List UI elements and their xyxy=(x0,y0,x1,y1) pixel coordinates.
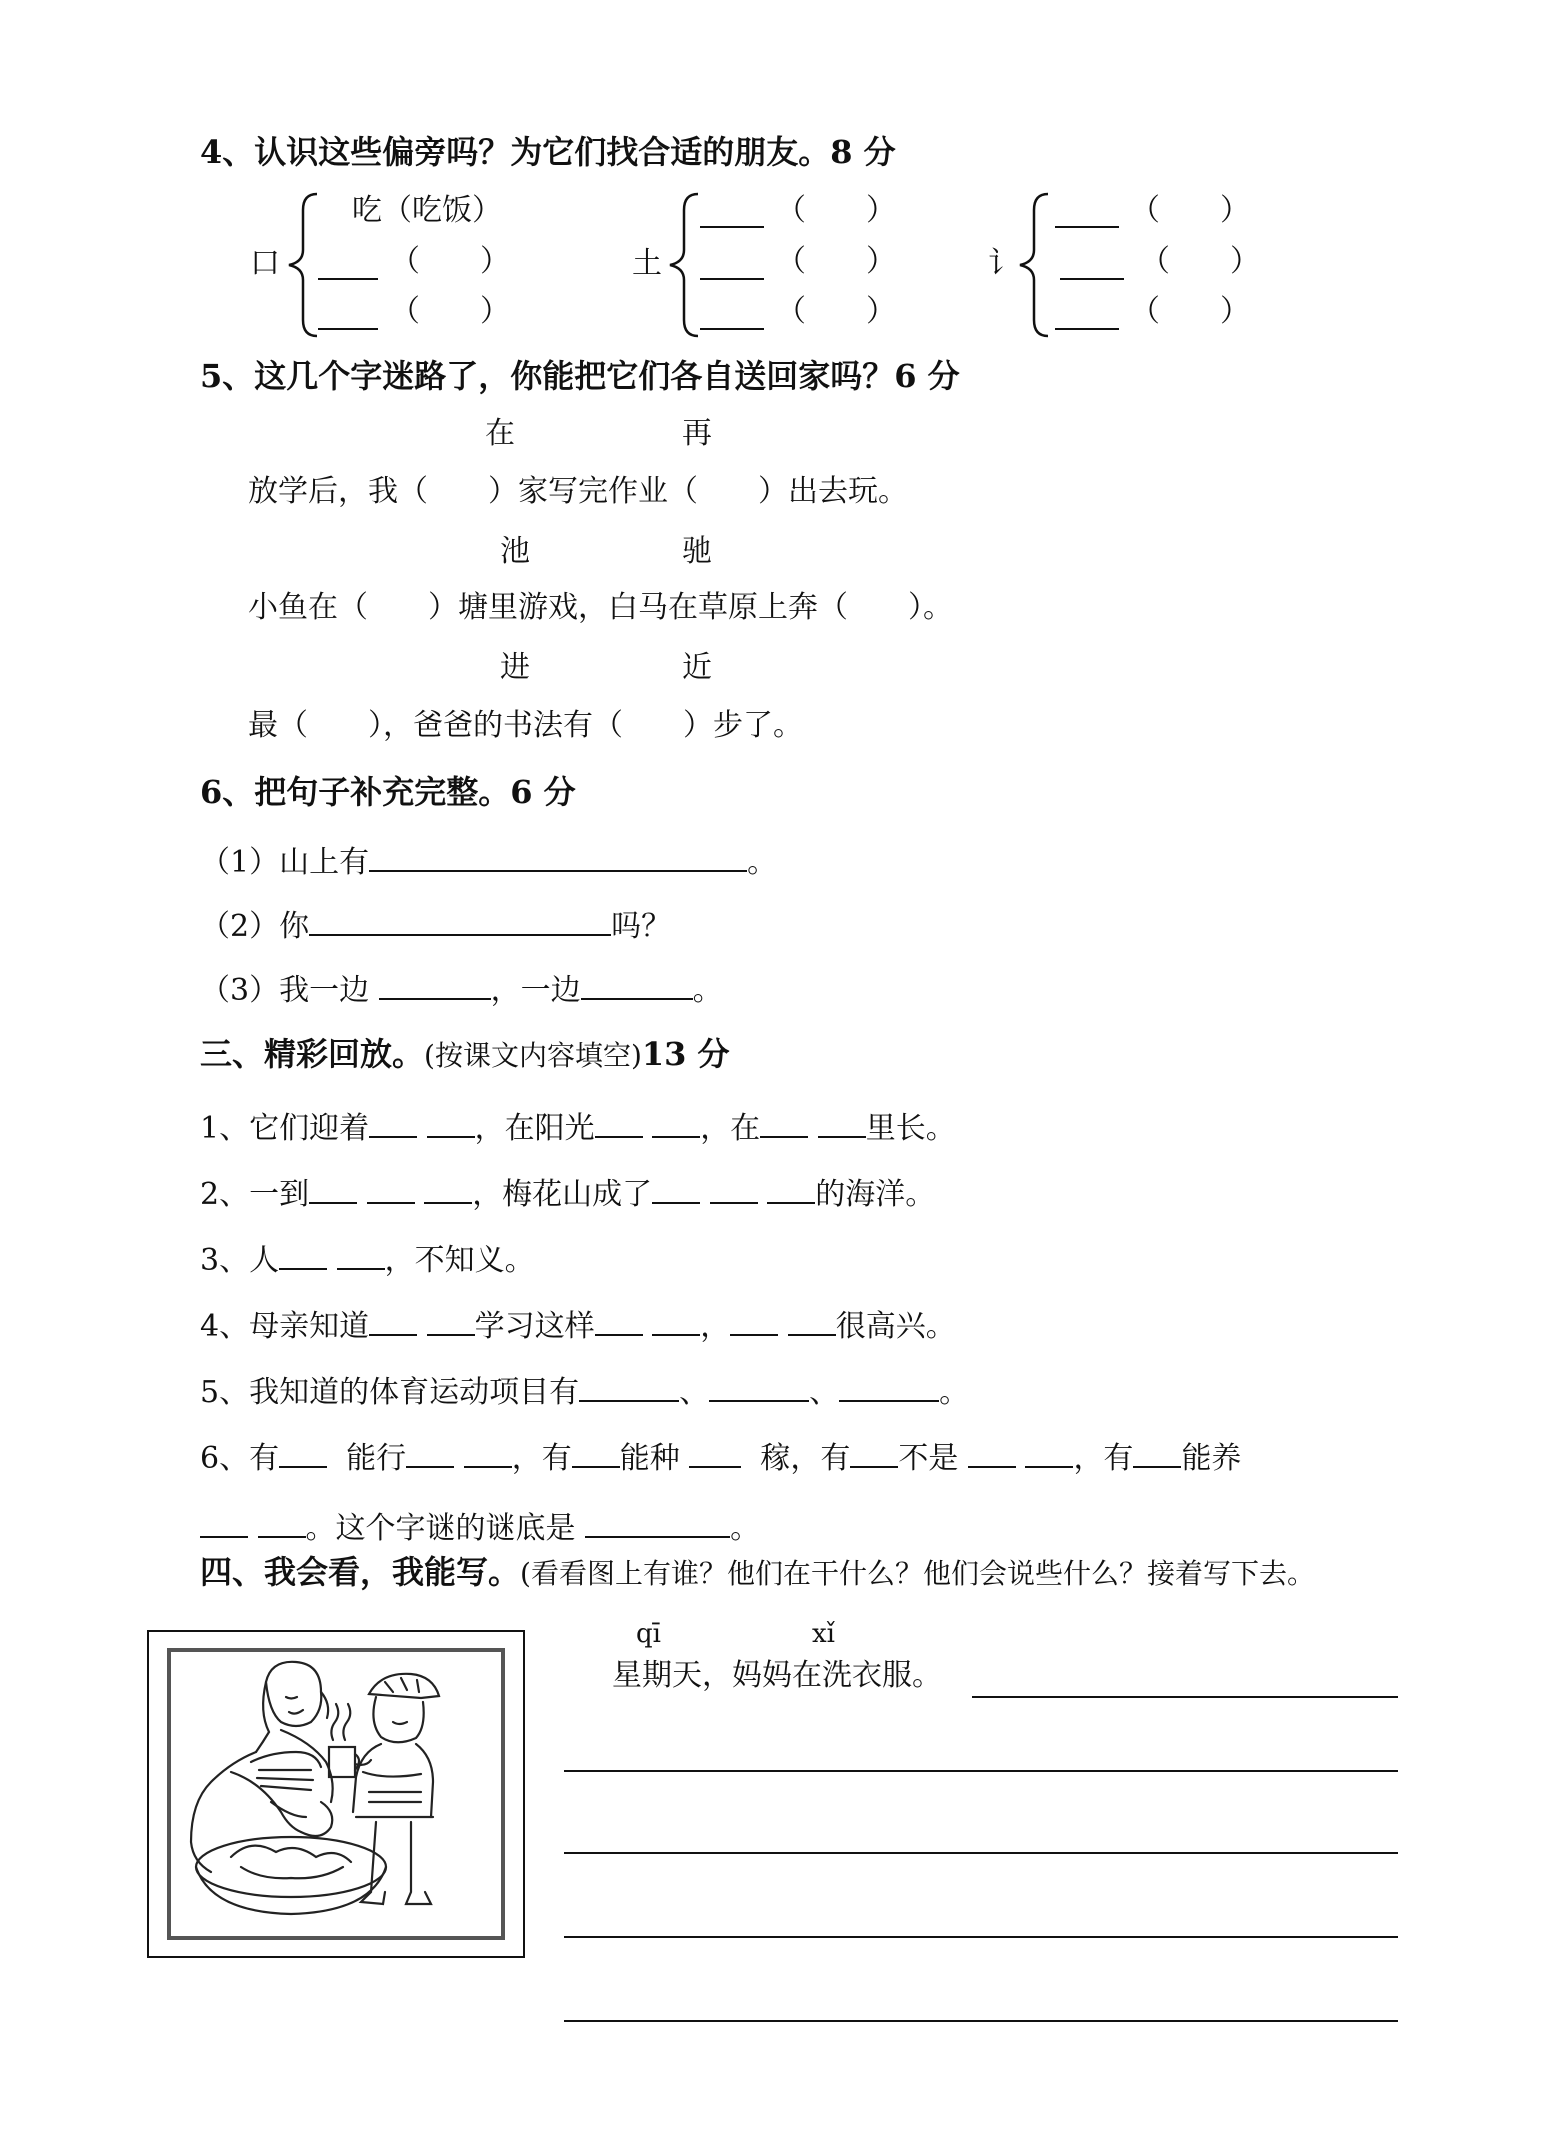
sec3-l6-e: 稼，有 xyxy=(760,1441,851,1476)
word-jin2: 近 xyxy=(682,650,712,685)
paren-3-1: （ ） xyxy=(1130,193,1250,228)
sec3-l6-g: ，有 xyxy=(1073,1441,1134,1476)
sec3-l4-d: 很高兴。 xyxy=(835,1309,956,1344)
word-zai2: 再 xyxy=(682,416,712,451)
sec3-l2-a: 2、一到 xyxy=(200,1177,310,1212)
q6-blank-1[interactable] xyxy=(369,840,747,872)
blank[interactable] xyxy=(730,1304,778,1336)
sec3-l4-a: 4、母亲知道 xyxy=(200,1309,370,1344)
word-zai1: 在 xyxy=(485,416,515,451)
writing-line-4[interactable] xyxy=(564,2020,1398,2022)
sec3-l6-b: 能行 xyxy=(346,1441,407,1476)
sec3-l1-d: 里长。 xyxy=(865,1111,956,1146)
sec3-line-1 xyxy=(200,1106,956,1147)
radical-tu: 土 xyxy=(632,246,662,281)
q6-line-3 xyxy=(200,968,723,1009)
blank[interactable] xyxy=(309,1172,357,1204)
sec3-line-4 xyxy=(200,1304,956,1345)
sec3-l6-h: 能养 xyxy=(1181,1441,1242,1476)
blank[interactable] xyxy=(652,1304,700,1336)
paren-2-1: （ ） xyxy=(776,193,896,228)
sec3-l6-d: 能种 xyxy=(619,1441,680,1476)
sentence-2: 小鱼在（ ）塘里游戏，白马在草原上奔（ ）。 xyxy=(248,590,953,625)
sec3-l1-c: ，在 xyxy=(700,1111,761,1146)
blank[interactable] xyxy=(1133,1436,1181,1468)
pinyin-xi: xǐ xyxy=(812,1619,835,1649)
blank-1-2[interactable] xyxy=(318,328,378,330)
sec3-title-score: 13 分 xyxy=(641,1035,730,1073)
sec3-l1-a: 1、它们迎着 xyxy=(200,1111,370,1146)
sec3-l4-c: ， xyxy=(700,1309,731,1344)
illustration xyxy=(167,1648,505,1940)
blank[interactable] xyxy=(760,1106,808,1138)
blank-2-2[interactable] xyxy=(700,278,764,280)
q6-title: 6、把句子补充完整。6 分 xyxy=(200,773,576,811)
blank[interactable] xyxy=(585,1506,730,1538)
writing-line-1[interactable] xyxy=(564,1770,1398,1772)
writing-line-0[interactable] xyxy=(972,1696,1398,1698)
blank[interactable] xyxy=(968,1436,1016,1468)
blank-3-3[interactable] xyxy=(1055,328,1119,330)
blank-1-1[interactable] xyxy=(318,278,378,280)
sec3-l5-a: 5、我知道的体育运动项目有 xyxy=(200,1375,580,1410)
blank[interactable] xyxy=(1025,1436,1073,1468)
word-jin1: 进 xyxy=(500,650,530,685)
paren-3-2: （ ） xyxy=(1140,244,1260,279)
blank[interactable] xyxy=(369,1106,417,1138)
blank[interactable] xyxy=(424,1172,472,1204)
sec3-l2-b: ，梅花山成了 xyxy=(472,1177,653,1212)
blank[interactable] xyxy=(579,1370,679,1402)
q6-s3-mid: ，一边 xyxy=(490,973,581,1008)
q6-blank-3b[interactable] xyxy=(581,968,693,1000)
blank[interactable] xyxy=(709,1370,809,1402)
sec3-line-3 xyxy=(200,1238,535,1279)
sec3-l3-b: ，不知义。 xyxy=(384,1243,535,1278)
q6-line-2 xyxy=(200,904,671,945)
blank[interactable] xyxy=(689,1436,741,1468)
blank-2-3[interactable] xyxy=(700,328,764,330)
blank-3-1[interactable] xyxy=(1055,226,1119,228)
blank[interactable] xyxy=(406,1436,454,1468)
sec3-l5-c: 、 xyxy=(809,1375,840,1410)
blank[interactable] xyxy=(464,1436,512,1468)
pinyin-qi: qī xyxy=(636,1619,661,1649)
sec4-title-main: 四、我会看，我能写。 xyxy=(200,1553,521,1591)
sec3-l6-a: 6、有 xyxy=(200,1441,280,1476)
blank[interactable] xyxy=(850,1436,898,1468)
sec3-l5-b: 、 xyxy=(679,1375,710,1410)
sec3-l2-c: 的海洋。 xyxy=(815,1177,936,1212)
blank[interactable] xyxy=(279,1238,327,1270)
sec3-title-note: (按课文内容填空) xyxy=(424,1039,642,1072)
paren-2-3: （ ） xyxy=(776,294,896,329)
sec3-line-2 xyxy=(200,1172,935,1213)
sentence-3: 最（ ），爸爸的书法有（ ）步了。 xyxy=(248,708,803,743)
q6-s1-prefix: （1）山上有 xyxy=(200,845,370,880)
brace-3 xyxy=(1016,190,1052,340)
brace-2 xyxy=(666,190,702,340)
word-chi1: 池 xyxy=(500,534,530,569)
blank[interactable] xyxy=(572,1436,620,1468)
paren-1-1: （ ） xyxy=(390,244,510,279)
blank[interactable] xyxy=(369,1304,417,1336)
blank[interactable] xyxy=(427,1106,475,1138)
blank[interactable] xyxy=(652,1172,700,1204)
blank[interactable] xyxy=(818,1106,866,1138)
blank[interactable] xyxy=(258,1506,306,1538)
q6-s3-suffix: 。 xyxy=(692,973,723,1008)
sec3-title xyxy=(200,1036,730,1074)
sec3-title-main: 三、精彩回放。 xyxy=(200,1035,425,1073)
q6-blank-2[interactable] xyxy=(309,904,611,936)
brace-1 xyxy=(285,190,321,340)
sec3-l4-b: 学习这样 xyxy=(474,1309,595,1344)
sec3-line-6 xyxy=(200,1436,1241,1477)
blank[interactable] xyxy=(595,1106,643,1138)
example-chi: 吃（吃饭） xyxy=(352,193,502,228)
washing-clothes-drawing xyxy=(171,1652,501,1936)
sec3-l6-c: ，有 xyxy=(511,1441,572,1476)
sec3-line-5 xyxy=(200,1370,969,1411)
blank[interactable] xyxy=(767,1172,815,1204)
sec3-l3-a: 3、人 xyxy=(200,1243,280,1278)
sec3-l5-d: 。 xyxy=(939,1375,970,1410)
blank[interactable] xyxy=(595,1304,643,1336)
blank-2-1[interactable] xyxy=(700,226,764,228)
word-chi2: 驰 xyxy=(682,534,712,569)
writing-line-3[interactable] xyxy=(564,1936,1398,1938)
writing-line-2[interactable] xyxy=(564,1852,1398,1854)
q6-s2-prefix: （2）你 xyxy=(200,909,310,944)
blank[interactable] xyxy=(652,1106,700,1138)
sec3-line-7 xyxy=(200,1506,760,1547)
blank[interactable] xyxy=(710,1172,758,1204)
q6-s1-suffix: 。 xyxy=(747,845,778,880)
picture-frame xyxy=(147,1630,525,1958)
q6-s2-suffix: 吗？ xyxy=(611,909,672,944)
sec3-l7-b: 。 xyxy=(730,1511,761,1546)
radical-yan: 讠 xyxy=(988,246,1018,281)
sec3-l1-b: ，在阳光 xyxy=(474,1111,595,1146)
blank[interactable] xyxy=(337,1238,385,1270)
sec3-l6-f: 不是 xyxy=(898,1441,959,1476)
sec3-l7-a: 。这个字谜的谜底是 xyxy=(305,1511,576,1546)
blank[interactable] xyxy=(839,1370,939,1402)
q6-s3-prefix: （3）我一边 xyxy=(200,973,370,1008)
paren-3-3: （ ） xyxy=(1130,294,1250,329)
blank[interactable] xyxy=(788,1304,836,1336)
paren-2-2: （ ） xyxy=(776,244,896,279)
q5-title: 5、这几个字迷路了，你能把它们各自送回家吗？6 分 xyxy=(200,357,960,395)
blank-3-2[interactable] xyxy=(1060,278,1124,280)
paren-1-2: （ ） xyxy=(390,294,510,329)
blank[interactable] xyxy=(427,1304,475,1336)
sec4-title xyxy=(200,1554,1315,1592)
story-start: 星期天，妈妈在洗衣服。 xyxy=(612,1658,942,1693)
blank[interactable] xyxy=(367,1172,415,1204)
blank[interactable] xyxy=(200,1506,248,1538)
q6-line-1 xyxy=(200,840,777,881)
sentence-1: 放学后，我（ ）家写完作业（ ）出去玩。 xyxy=(248,474,908,509)
q4-title: 4、认识这些偏旁吗？为它们找合适的朋友。8 分 xyxy=(200,133,896,171)
blank[interactable] xyxy=(279,1436,327,1468)
radical-kou: 口 xyxy=(250,246,280,281)
sec4-title-note: (看看图上有谁？他们在干什么？他们会说些什么？接着写下去。 xyxy=(520,1557,1315,1590)
q6-blank-3a[interactable] xyxy=(379,968,491,1000)
